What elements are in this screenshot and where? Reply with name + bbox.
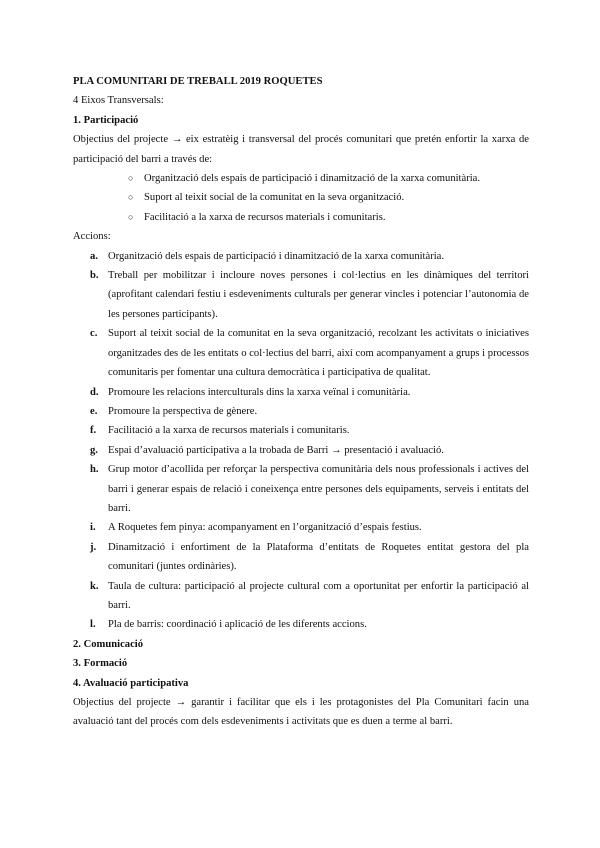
actions-list [73,247,529,635]
section-3-heading: 3. Formació [73,658,128,670]
eixos-intro: 4 Eixos Transversals: [73,95,164,107]
section-4-objective: Objectius del projecte → garantir i facilitar que els i les protagonistes del Pla Comunitari facin una avaluació tant del procés com dels esdeveniments i activitats que es duen a terme al barri. [73,697,529,728]
list-item: j. Dinamització i enfortiment de la Plataforma d’entitats de Roquetes entitat gestora del pla comunitari (juntes ordinàries). [90,541,529,573]
bullet-circle-icon: ○ [128,173,134,184]
list-item: g. Espai d’avaluació participativa a la trobada de Barri → presentació i avaluació. [90,444,444,456]
list-item: ○ Facilitació a la xarxa de recursos materials i comunitaris. [73,208,529,227]
section-1-objective: Objectius del projecte → eix estratèig i transversal del procés comunitari que pretén enfortir la xarxa de participació del barri a través de: [73,134,529,165]
list-item: e. Promoure la perspectiva de gènere. [90,405,258,417]
bullet-circle-icon: ○ [128,192,134,203]
section-1-heading: 1. Participació [73,114,139,126]
list-item: b. Treball per mobilitzar i incloure noves persones i col·lectius en les dinàmiques del territori (aprofitant calendari festiu i esdeveniments culturals per generar vincles i potenciar l’autonomia de les persones participants). [90,270,529,320]
section-1-bullet-list [73,169,529,227]
list-item: k. Taula de cultura: participació al projecte cultural com a oportunitat per enfortir la participació al barri. [90,580,529,611]
list-item: ○ Organització dels espais de participació i dinamització de la xarxa comunitària. [73,169,529,188]
list-item: f. Facilitació a la xarxa de recursos materials i comunitaris. [90,425,350,437]
bullet-circle-icon: ○ [128,211,134,222]
accions-label: Accions: [73,231,111,243]
list-item: l. Pla de barris: coordinació i aplicació de les diferents accions. [90,619,367,631]
list-item: i. A Roquetes fem pinya: acompanyament en l’organització d’espais festius. [90,522,422,534]
list-item: c. Suport al teixit social de la comunitat en la seva organització, recolzant les activitats o iniciatives organitzades des de les entitats o col·lectius del barri, així com acompanyament a grups i processos comunitaris per fomentar una cultura democràtica i participativa de qualitat. [90,328,529,379]
section-4-heading: 4. Avaluació participativa [73,677,189,689]
section-2-heading: 2. Comunicació [73,638,144,650]
list-item: a. Organització dels espais de participació i dinamització de la xarxa comunitària. [90,250,445,262]
list-item: d. Promoure les relacions interculturals dins la xarxa veïnal i comunitària. [90,386,411,398]
list-item: ○ Suport al teixit social de la comunitat en la seva organització. [73,188,529,207]
document-title: PLA COMUNITARI DE TREBALL 2019 ROQUETES [73,76,323,87]
list-item: h. Grup motor d’acollida per reforçar la perspectiva comunitària dels nous professionals i actives del barri i generar espais de relació i coneixença entre persones dels equipaments, serveis i entitats del barri. [90,464,529,514]
document-page [73,72,529,732]
